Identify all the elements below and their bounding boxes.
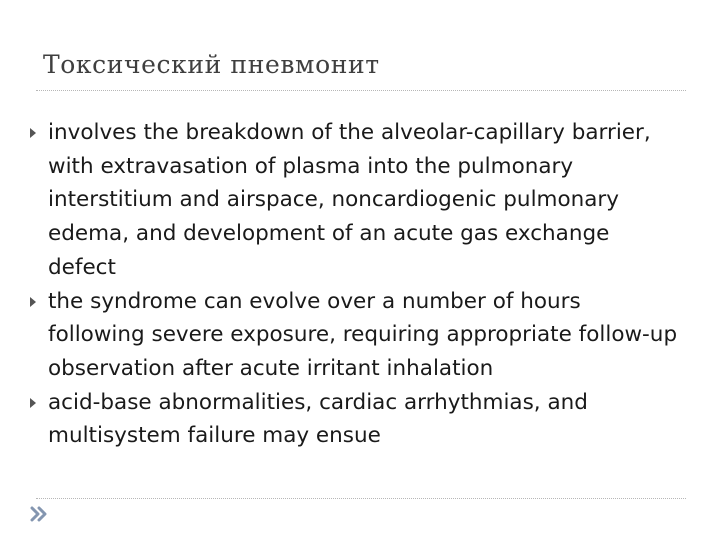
double-chevron-right-icon[interactable] — [26, 506, 52, 522]
bullet-text: the syndrome can evolve over a number of hours following severe exposure, requiring appropriate follow-up observation after acute irritant inhalation — [48, 288, 678, 381]
bullet-text: involves the breakdown of the alveolar-capillary barrier, with extravasation of plasma into the pulmonary interstitium and airspace, noncardiogenic pulmonary edema, and development of an acute gas exchange defect — [48, 120, 651, 280]
triangle-bullet-icon — [30, 297, 36, 307]
footer-divider — [36, 498, 686, 499]
triangle-bullet-icon — [30, 128, 36, 138]
bullet-item — [30, 285, 680, 386]
bullet-list — [30, 116, 680, 453]
bullet-item — [30, 386, 680, 453]
slide-title: Токсический пневмонит — [43, 50, 380, 79]
bullet-text: acid-base abnormalities, cardiac arrhythmias, and multisystem failure may ensue — [48, 389, 588, 449]
bullet-item — [30, 116, 680, 285]
triangle-bullet-icon — [30, 398, 36, 408]
title-divider — [36, 90, 686, 91]
